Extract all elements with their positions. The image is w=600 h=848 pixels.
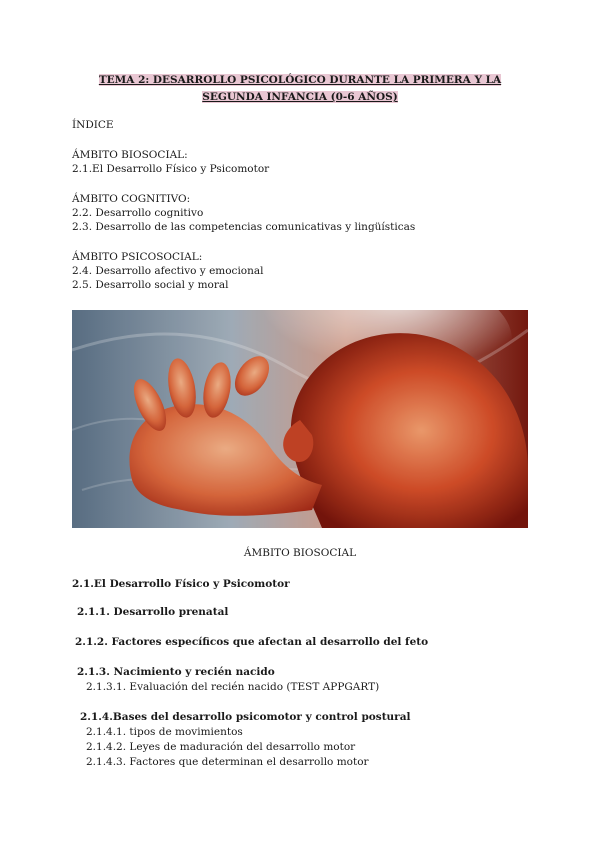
index-section-heading: ÁMBITO PSICOSOCIAL: (72, 251, 203, 263)
outline-item-2-1-4-3: 2.1.4.3. Factores que determinan el desarrollo motor (86, 756, 369, 768)
index-item: 2.5. Desarrollo social y moral (72, 279, 229, 291)
document-title (72, 72, 528, 106)
index-section-heading: ÁMBITO BIOSOCIAL: (72, 149, 188, 161)
outline-item-2-1-4: 2.1.4.Bases del desarrollo psicomotor y control postural (80, 711, 411, 723)
document-title-text: TEMA 2: DESARROLLO PSICOLÓGICO DURANTE LA PRIMERA Y LA SEGUNDA INFANCIA (0-6 AÑOS) (98, 74, 502, 103)
index-item: 2.3. Desarrollo de las competencias comunicativas y lingüísticas (72, 221, 416, 233)
index-item: 2.4. Desarrollo afectivo y emocional (72, 265, 264, 277)
outline-item-2-1-2: 2.1.2. Factores específicos que afectan al desarrollo del feto (75, 636, 429, 648)
outline-heading-2-1: 2.1.El Desarrollo Físico y Psicomotor (72, 578, 290, 590)
outline-item-2-1-3: 2.1.3. Nacimiento y recién nacido (77, 666, 275, 678)
index-section-heading: ÁMBITO COGNITIVO: (72, 193, 191, 205)
outline-item-2-1-4-2: 2.1.4.2. Leyes de maduración del desarrollo motor (86, 741, 356, 753)
outline-item-2-1-1: 2.1.1. Desarrollo prenatal (77, 606, 229, 618)
index-item: 2.2. Desarrollo cognitivo (72, 207, 204, 219)
section-title: ÁMBITO BIOSOCIAL (243, 547, 357, 559)
index-item: 2.1.El Desarrollo Físico y Psicomotor (72, 163, 270, 175)
fetus-photo (72, 310, 528, 528)
index-heading: ÍNDICE (72, 119, 114, 131)
outline-item-2-1-4-1: 2.1.4.1. tipos de movimientos (86, 726, 243, 738)
outline-item-2-1-3-1: 2.1.3.1. Evaluación del recién nacido (TEST APPGART) (86, 681, 380, 693)
